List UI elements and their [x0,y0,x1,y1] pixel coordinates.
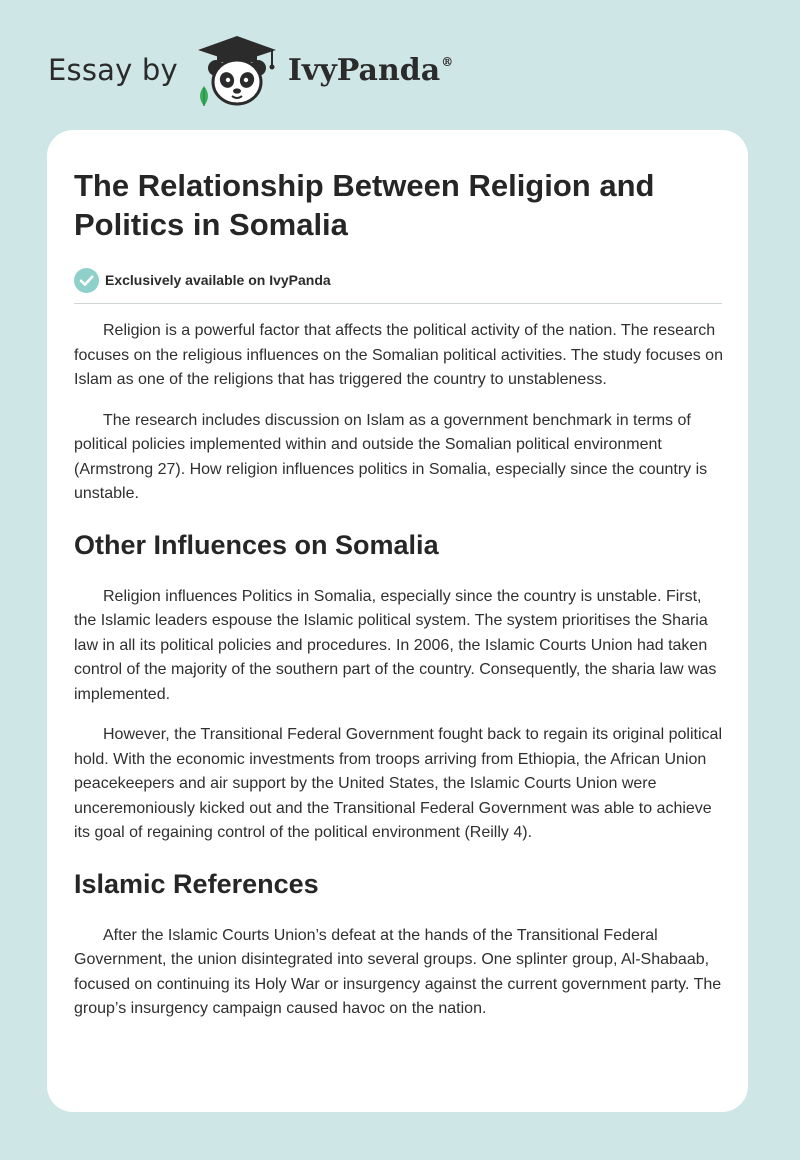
site-header [48,30,453,110]
check-circle-icon [74,268,99,293]
panda-graduate-icon [192,30,282,110]
title-divider [74,303,722,304]
essay-title: The Relationship Between Religion and Politics in Somalia [74,168,655,242]
body-paragraph: Religion is a powerful factor that affects the political activity of the nation. The research focuses on the religious influences on the Somalian political activities. The study focuses on Islam as one of the religions that has triggered the country to unstableness. [74,322,723,388]
body-paragraph: The research includes discussion on Islam as a government benchmark in terms of political policies implemented within and outside the Somalian political environment (Armstrong 27). How religion influences politics in Somalia, especially since the country is unstable. [74,411,708,502]
essay-by-label: Essay by [48,53,178,87]
body-paragraph: After the Islamic Courts Union’s defeat at the hands of the Transitional Federal Government, the union disintegrated into several groups. One splinter group, Al-Shabaab, focused on continuing its Holy War or insurgency against the current government party. The group’s insurgency campaign caused havoc on the nation. [74,926,722,1017]
brand-wordmark[interactable] [288,53,453,88]
exclusive-badge-label: Exclusively available on IvyPanda [105,272,331,288]
body-paragraph: Religion influences Politics in Somalia, especially since the country is unstable. First, the Islamic leaders espouse the Islamic political system. The system prioritises the Sharia law in all its political policies and procedures. In 2006, the Islamic Courts Union had taken control of the majority of the southern part of the country. Consequently, the sharia law was implemented. [74,587,717,703]
essay-card [47,130,748,1112]
section-heading: Islamic References [74,868,319,899]
section-heading: Other Influences on Somalia [74,529,439,560]
body-paragraph: However, the Transitional Federal Government fought back to regain its original political hold. With the economic investments from troops arriving from Ethiopia, the African Union peacekeepers and air support by the United States, the Islamic Courts Union were unceremoniously kicked out and the Transitional Federal Government was able to achieve its goal of regaining control of the political environment (Reilly 4). [74,726,722,841]
registered-mark: ® [441,54,454,69]
essay-body [74,319,724,1022]
brand-name: IvyPanda [287,52,441,88]
exclusive-badge [74,267,722,293]
